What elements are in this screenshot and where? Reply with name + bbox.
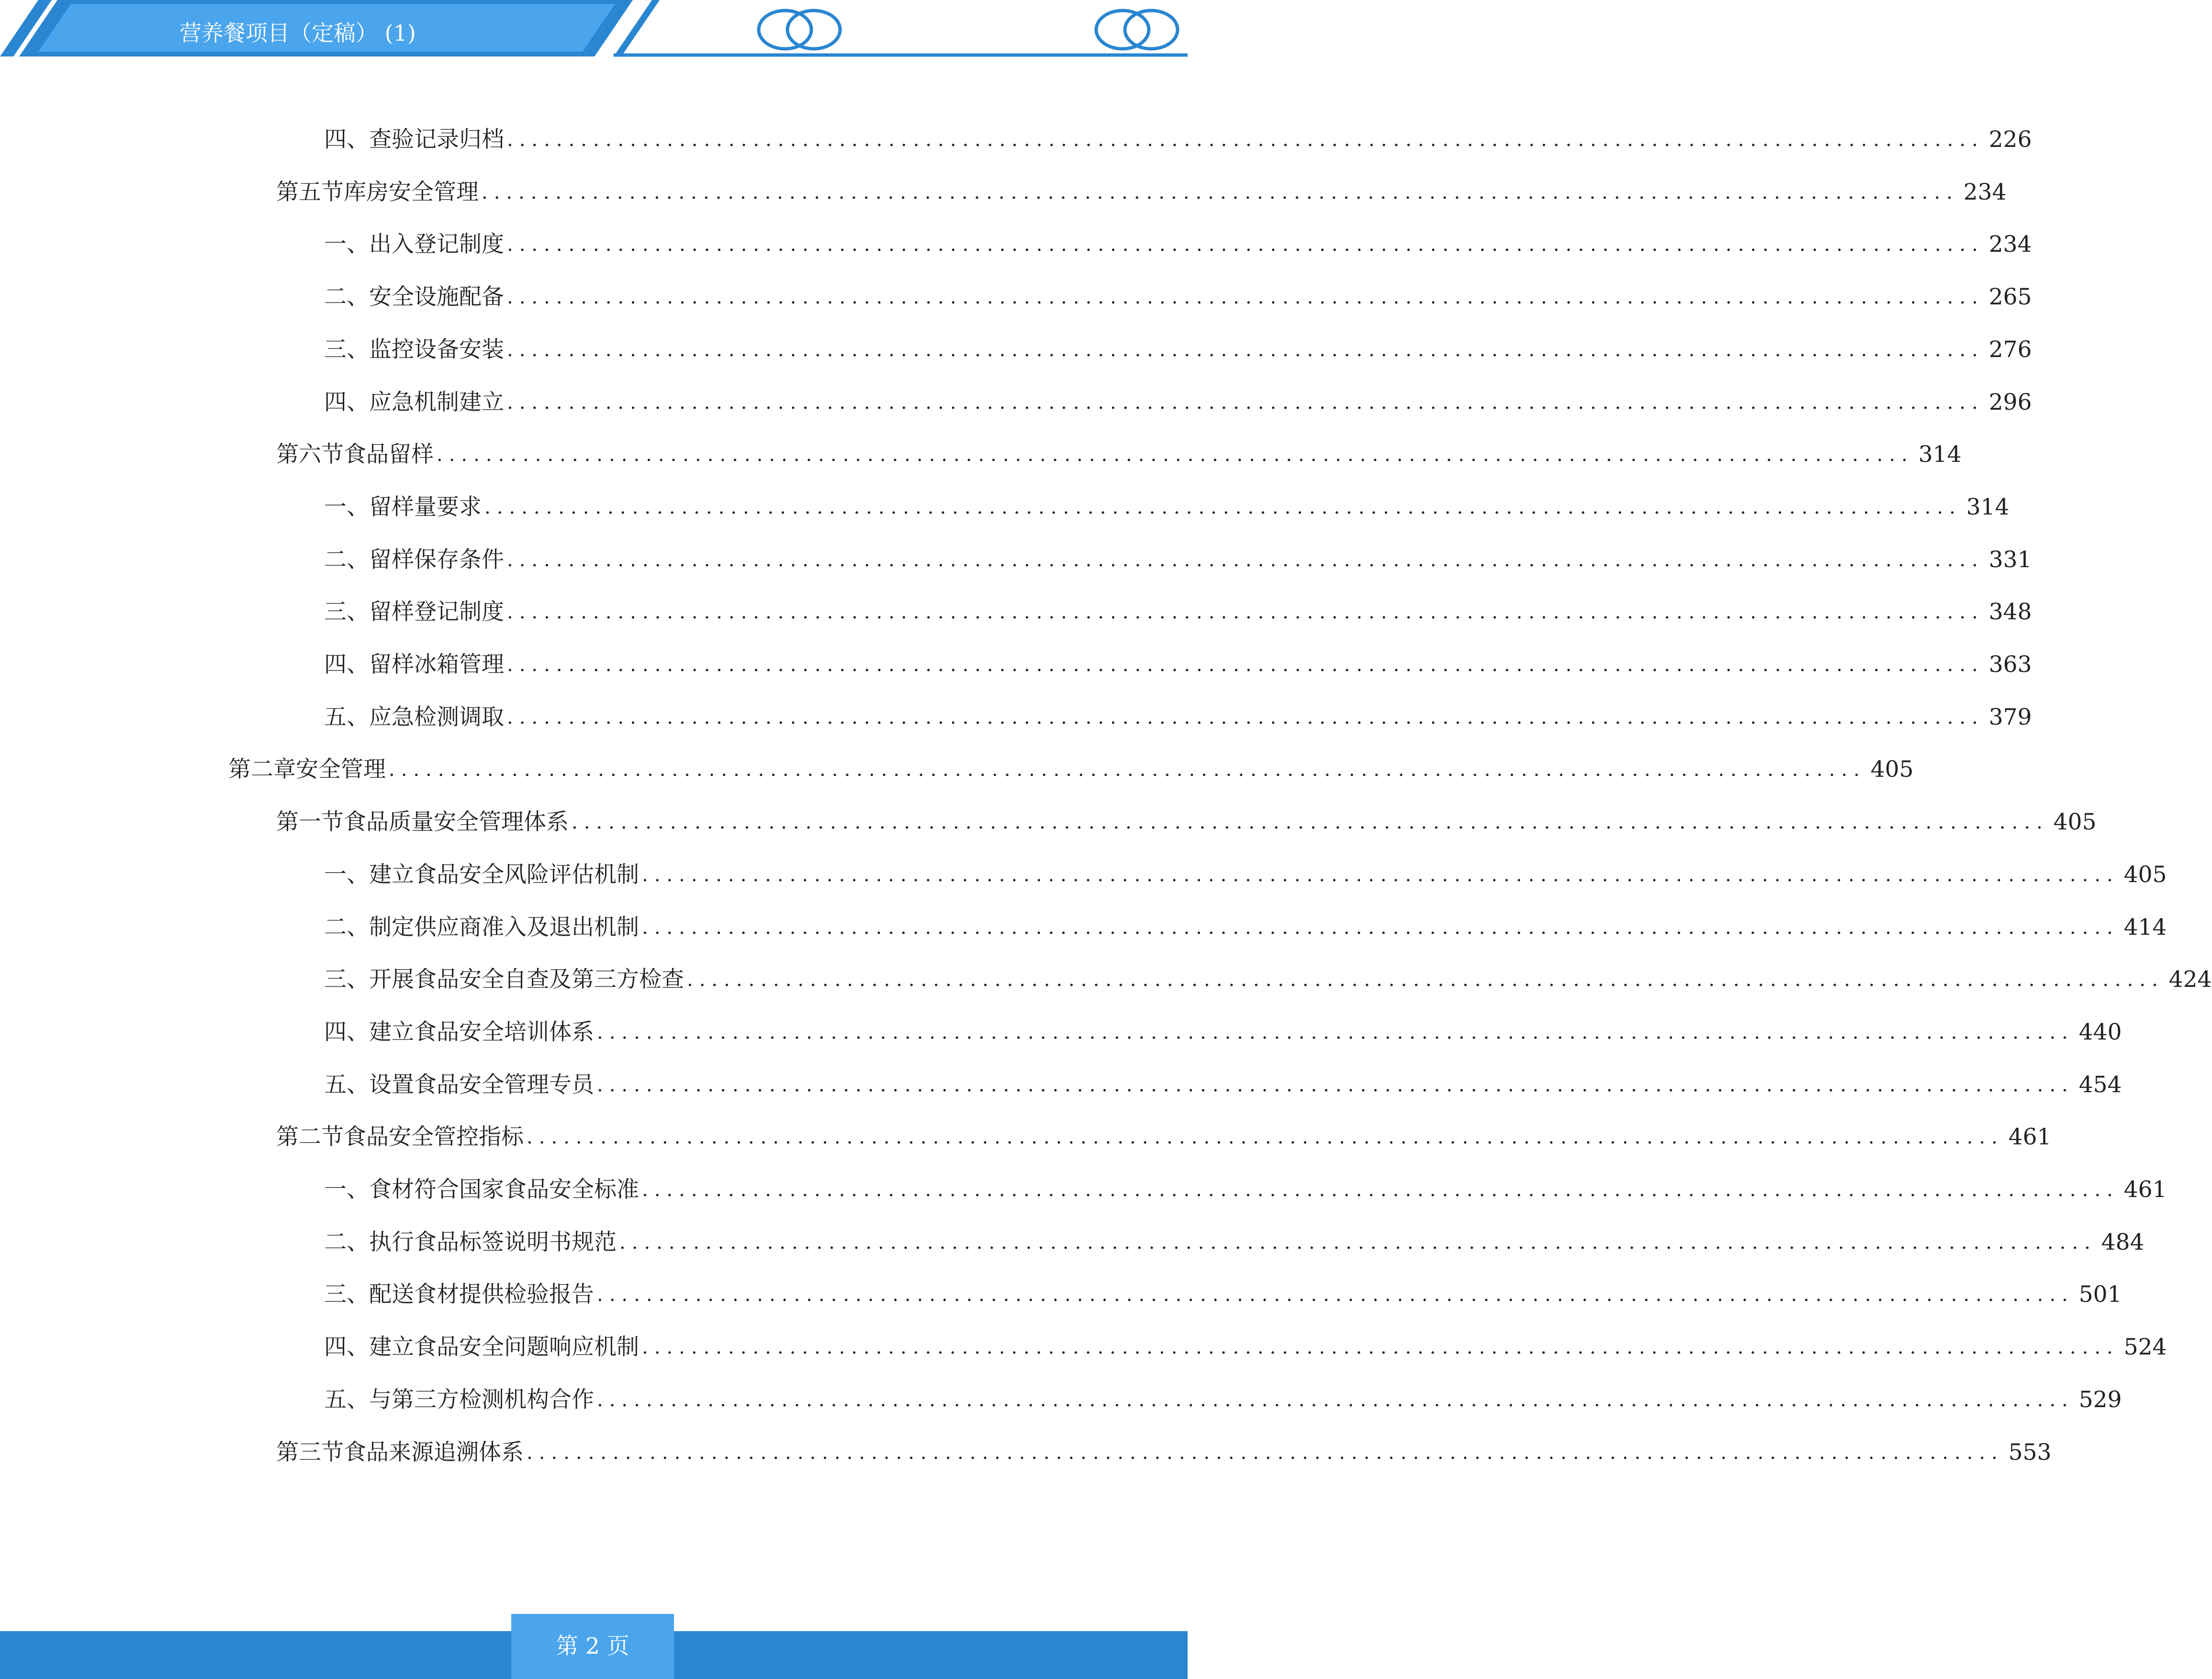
toc-entry-page: 363 (1988, 651, 2032, 678)
toc-entry-number: 二、 (324, 547, 369, 573)
toc-entry-page: 553 (2008, 1439, 2052, 1466)
toc-entry-title: 食品留样 (344, 441, 434, 468)
toc-entry-title: 留样登记制度 (369, 599, 504, 625)
toc-entry[interactable] (228, 750, 1914, 789)
toc-entry-page: 379 (1988, 704, 2032, 730)
toc-entry-page: 424 (2168, 966, 2212, 993)
toc-entry-number: 二、 (324, 914, 369, 940)
toc-entry-number: 三、 (324, 1281, 369, 1308)
toc-entry-number: 四、 (324, 126, 369, 153)
toc-entry-title: 配送食材提供检验报告 (369, 1281, 594, 1308)
toc-entry-page: 234 (1963, 179, 2007, 205)
toc-entry-page: 234 (1988, 231, 2032, 257)
toc-entry[interactable] (324, 961, 2212, 999)
toc-entry[interactable] (276, 803, 2097, 841)
toc-leader-dots: ........................................................................................................................ (507, 234, 1984, 256)
toc-leader-dots: ........................................................................................................................ (507, 286, 1984, 308)
toc-entry-number: 四、 (324, 1019, 369, 1045)
toc-entry-number: 三、 (324, 336, 369, 363)
toc-entry-title: 食品来源追溯体系 (344, 1439, 524, 1466)
toc-entry-number: 四、 (324, 389, 369, 415)
toc-entry[interactable] (324, 908, 2167, 947)
toc-entry-page: 296 (1988, 389, 2032, 415)
toc-entry-number: 四、 (324, 651, 369, 678)
toc-entry-title: 食材符合国家食品安全标准 (369, 1176, 639, 1203)
toc-entry-page: 405 (2123, 862, 2167, 888)
toc-entry-number: 第三节 (276, 1439, 344, 1466)
toc-entry[interactable] (324, 121, 2032, 159)
toc-entry-title: 出入登记制度 (369, 231, 504, 257)
toc-leader-dots: ........................................................................................................................ (507, 654, 1984, 676)
toc-entry-title: 开展食品安全自查及第三方检查 (369, 966, 684, 993)
toc-entry-title: 留样冰箱管理 (369, 651, 504, 678)
toc-entry[interactable] (324, 1013, 2122, 1052)
toc-entry-number: 第一节 (276, 809, 344, 835)
toc-leader-dots: ........................................................................................................................ (527, 1126, 2004, 1148)
toc-entry[interactable] (324, 383, 2032, 422)
toc-entry[interactable] (324, 1328, 2167, 1366)
toc-leader-dots: ........................................................................................................................ (507, 706, 1984, 728)
toc-leader-dots: ........................................................................................................................ (484, 496, 1962, 518)
toc-entry-title: 执行食品标签说明书规范 (369, 1229, 617, 1255)
toc-entry-title: 查验记录归档 (369, 126, 504, 153)
toc-leader-dots: ........................................................................................................................ (597, 1284, 2074, 1306)
toc-entry[interactable] (324, 1171, 2167, 1209)
toc-entry-title: 食品安全管控指标 (344, 1124, 524, 1150)
toc-leader-dots: ........................................................................................................................ (507, 601, 1984, 623)
toc-leader-dots: ........................................................................................................................ (642, 864, 2119, 886)
toc-entry-page: 314 (1966, 494, 2010, 520)
toc-entry-page: 265 (1988, 284, 2032, 310)
toc-entry-page: 405 (2053, 809, 2097, 835)
toc-leader-dots: ........................................................................................................................ (619, 1231, 2097, 1254)
toc-entry-title: 与第三方检测机构合作 (369, 1387, 594, 1413)
toc-entry-title: 安全设施配备 (369, 284, 504, 310)
toc-entry[interactable] (324, 1223, 2145, 1262)
toc-leader-dots: ........................................................................................................................ (527, 1442, 2004, 1464)
toc-entry[interactable] (324, 1381, 2122, 1419)
toc-entry-number: 四、 (324, 1334, 369, 1360)
toc-entry-number: 一、 (324, 494, 369, 520)
toc-entry-title: 建立食品安全问题响应机制 (369, 1334, 639, 1360)
page-number: 第 2 页 (556, 1633, 629, 1659)
toc-entry-page: 276 (1988, 336, 2032, 363)
toc-entry-number: 一、 (324, 231, 369, 257)
toc-leader-dots: ........................................................................................................................ (507, 129, 1984, 151)
rings-icon-right (1096, 11, 1178, 49)
toc-entry-page: 414 (2123, 914, 2167, 940)
toc-leader-dots: ........................................................................................................................ (597, 1074, 2074, 1096)
toc-entry-page: 454 (2078, 1072, 2122, 1098)
toc-entry[interactable] (324, 698, 2032, 737)
toc-leader-dots: ........................................................................................................................ (572, 811, 2049, 833)
toc-entry[interactable] (276, 436, 1962, 474)
header-decoration (0, 0, 1188, 62)
toc-entry-number: 三、 (324, 966, 369, 993)
toc-entry-page: 348 (1988, 599, 2032, 625)
toc-entry[interactable] (324, 225, 2032, 264)
toc-entry-number: 第六节 (276, 441, 344, 468)
toc-entry-title: 设置食品安全管理专员 (369, 1072, 594, 1098)
toc-entry-number: 第二章 (228, 756, 296, 783)
toc-leader-dots: ........................................................................................................................ (507, 392, 1984, 414)
toc-entry-page: 524 (2123, 1334, 2167, 1360)
toc-entry-number: 五、 (324, 704, 369, 730)
toc-entry-page: 461 (2008, 1124, 2052, 1150)
toc-entry-page: 226 (1988, 126, 2032, 153)
toc-entry-title: 制定供应商准入及退出机制 (369, 914, 639, 940)
toc-entry[interactable] (324, 646, 2032, 684)
toc-entry[interactable] (324, 331, 2032, 369)
toc-entry-page: 529 (2078, 1387, 2122, 1413)
toc-entry[interactable] (324, 1276, 2122, 1314)
toc-leader-dots: ........................................................................................................................ (642, 1336, 2119, 1358)
toc-entry[interactable] (276, 1433, 2052, 1472)
toc-leader-dots: ........................................................................................................................ (642, 917, 2119, 939)
toc-entry-title: 留样保存条件 (369, 547, 504, 573)
toc-entry[interactable] (324, 1066, 2122, 1104)
toc-entry-title: 建立食品安全风险评估机制 (369, 862, 639, 888)
toc-leader-dots: ........................................................................................................................ (482, 181, 1959, 203)
toc-leader-dots: ........................................................................................................................ (507, 549, 1984, 571)
toc-entry-page: 331 (1988, 547, 2032, 573)
toc-entry-title: 建立食品安全培训体系 (369, 1019, 594, 1045)
toc-leader-dots: ........................................................................................................................ (507, 339, 1984, 361)
toc-entry-title: 安全管理 (296, 756, 386, 783)
toc-entry-title: 库房安全管理 (344, 179, 479, 205)
toc-entry-number: 五、 (324, 1072, 369, 1098)
toc-entry-number: 五、 (324, 1387, 369, 1413)
toc-entry-page: 461 (2123, 1176, 2167, 1203)
toc-leader-dots: ........................................................................................................................ (597, 1389, 2074, 1411)
toc-entry-number: 第五节 (276, 179, 344, 205)
toc-entry[interactable] (324, 593, 2032, 631)
toc-entry[interactable] (276, 173, 2007, 212)
toc-leader-dots: ........................................................................................................................ (687, 969, 2164, 991)
toc-entry-number: 二、 (324, 284, 369, 310)
toc-entry[interactable] (324, 541, 2032, 579)
toc-entry-number: 一、 (324, 862, 369, 888)
toc-leader-dots: ........................................................................................................................ (642, 1179, 2119, 1201)
toc-entry-number: 三、 (324, 599, 369, 625)
toc-entry[interactable] (276, 1118, 2052, 1156)
document-title: 营养餐项目（定稿） (1) (180, 20, 416, 46)
rings-icon-left (759, 11, 840, 49)
toc-entry-page: 484 (2101, 1229, 2145, 1255)
toc-entry-title: 食品质量安全管理体系 (344, 809, 569, 835)
toc-entry-page: 440 (2078, 1019, 2122, 1045)
toc-entry-number: 第二节 (276, 1124, 344, 1150)
toc-leader-dots: ........................................................................................................................ (389, 759, 1866, 781)
toc-entry-page: 405 (1870, 756, 1914, 783)
toc-entry[interactable] (324, 278, 2032, 316)
toc-entry[interactable] (324, 488, 2010, 526)
toc-leader-dots: ........................................................................................................................ (437, 444, 1914, 466)
toc-entry[interactable] (324, 856, 2167, 894)
toc-entry-number: 二、 (324, 1229, 369, 1255)
toc-entry-page: 501 (2078, 1281, 2122, 1308)
toc-entry-title: 应急机制建立 (369, 389, 504, 415)
toc-leader-dots: ........................................................................................................................ (597, 1021, 2074, 1043)
toc-entry-title: 留样量要求 (369, 494, 482, 520)
toc-entry-page: 314 (1918, 441, 1962, 468)
toc-entry-title: 监控设备安装 (369, 336, 504, 363)
toc-entry-number: 一、 (324, 1176, 369, 1203)
page-header (0, 0, 1188, 62)
toc-entry-title: 应急检测调取 (369, 704, 504, 730)
